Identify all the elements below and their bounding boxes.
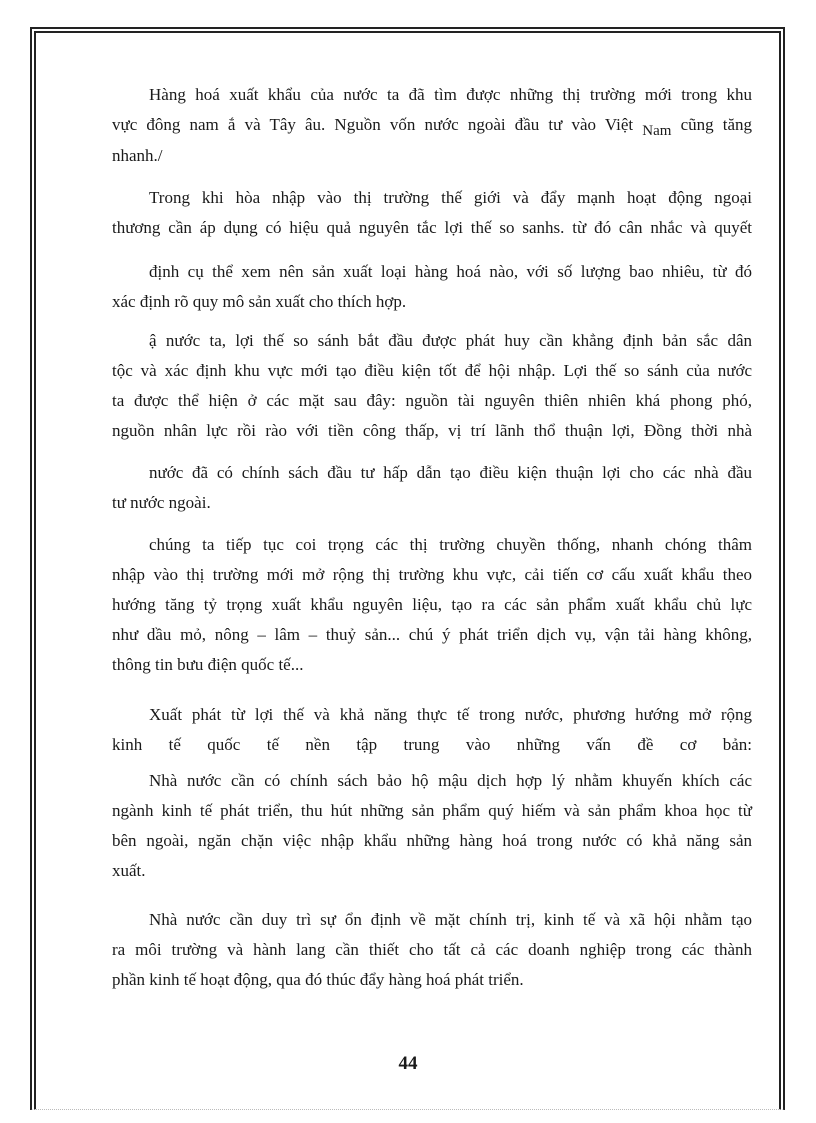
p4-line-2: nhập vào thị trường mới mở rộng thị trường khu vực, cải tiến cơ cấu xuất khẩu theo <box>112 565 752 584</box>
paragraph-3-cont <box>112 458 752 518</box>
p3-line-5: nước đã có chính sách đầu tư hấp dẫn tạo điều kiện thuận lợi cho các nhà đầu <box>149 463 752 482</box>
p4-line-1: chúng ta tiếp tục coi trọng các thị trường chuyền thống, nhanh chóng thâm <box>149 535 752 554</box>
p4-line-3: hướng tăng tỷ trọng xuất khẩu nguyên liệu, tạo ra các sản phẩm xuất khẩu chủ lực <box>112 595 752 614</box>
p2-line-2: thương cần áp dụng có hiệu quả nguyên tắc lợi thế so sanhs. từ đó cân nhắc và quyết <box>112 218 752 237</box>
p6-line-2: ngành kinh tế phát triển, thu hút những sản phẩm quý hiếm và sản phẩm khoa học từ <box>112 801 752 820</box>
p7-line-2: ra môi trường và hành lang cần thiết cho tất cả các doanh nghiệp trong các thành <box>112 940 752 959</box>
paragraph-3 <box>112 326 752 446</box>
p1-line-2 <box>112 110 752 141</box>
p3-line-6: tư nước ngoài. <box>112 493 211 512</box>
p1-line-2b: Nam <box>642 123 672 139</box>
p3-line-2: tộc và xác định khu vực mới tạo điều kiện tốt để hội nhập. Lợi thế so sánh của nước <box>112 361 752 380</box>
paragraph-1 <box>112 80 752 171</box>
p6-line-1: Nhà nước cần có chính sách bảo hộ mậu dịch hợp lý nhằm khuyến khích các <box>149 771 752 790</box>
p2-line-1: Trong khi hòa nhập vào thị trường thế giới và đẩy mạnh hoạt động ngoại <box>149 188 752 207</box>
p2-line-3: định cụ thể xem nên sản xuất loại hàng hoá nào, với số lượng bao nhiêu, từ đó <box>149 262 752 281</box>
p7-line-1: Nhà nước cần duy trì sự ổn định về mặt chính trị, kinh tế và xã hội nhằm tạo <box>149 910 752 929</box>
paragraph-7 <box>112 905 752 995</box>
p5-line-2: kinh tế quốc tế nền tập trung vào những vấn đề cơ bản: <box>112 735 752 754</box>
p3-line-3: ta được thể hiện ở các mặt sau đây: nguồn tài nguyên thiên nhiên khá phong phó, <box>112 391 752 410</box>
p6-line-4: xuất. <box>112 861 146 880</box>
p6-line-3: bên ngoài, ngăn chặn việc nhập khẩu những hàng hoá trong nước có khả năng sản <box>112 831 752 850</box>
p3-line-1: ậ nước ta, lợi thế so sánh bắt đầu được phát huy cần khẳng định bản sắc dân <box>149 331 752 350</box>
p4-line-4: như dầu mỏ, nông – lâm – thuỷ sản... chú ý phát triển dịch vụ, vận tải hàng không, <box>112 625 752 644</box>
page-number: 44 <box>398 1053 418 1074</box>
paragraph-6 <box>112 766 752 886</box>
p4-line-5: thông tin bưu điện quốc tế... <box>112 655 304 674</box>
p5-line-1: Xuất phát từ lợi thế và khả năng thực tế trong nước, phương hướng mở rộng <box>149 705 752 724</box>
p3-line-4: nguồn nhân lực rồi rào với tiền công thấp, vị trí lãnh thổ thuận lợi, Đồng thời nhà <box>112 421 752 440</box>
p2-line-4: xác định rõ quy mô sản xuất cho thích hợp. <box>112 292 407 311</box>
p7-line-3: phần kinh tế hoạt động, qua đó thúc đẩy hàng hoá phát triển. <box>112 970 524 989</box>
paragraph-2-cont <box>112 257 752 317</box>
p1-line-2a: vực đông nam ắ và Tây âu. Nguồn vốn nước ngoài đầu tư vào Việt <box>112 115 634 134</box>
p1-line-2c: cũng tăng <box>680 115 753 134</box>
p1-line-1: Hàng hoá xuất khẩu của nước ta đã tìm được những thị trường mới trong khu <box>149 85 752 104</box>
paragraph-2 <box>112 183 752 243</box>
paragraph-5 <box>112 700 752 760</box>
p1-line-3: nhanh./ <box>112 146 163 165</box>
paragraph-4 <box>112 530 752 680</box>
